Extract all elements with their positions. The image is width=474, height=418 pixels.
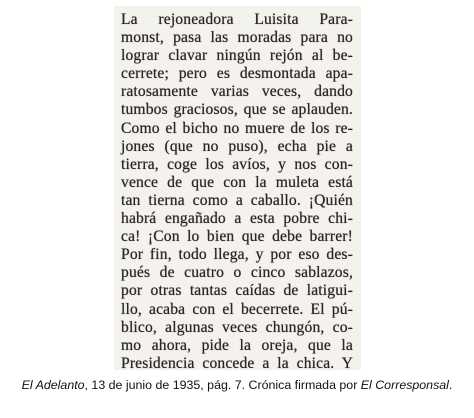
clipping-line: Por fin, todo llega, y por eso des- <box>121 246 353 264</box>
caption-source: El Adelanto <box>21 378 85 392</box>
clipping-line: La rejoneadora Luisita Para- <box>121 11 353 28</box>
clipping-line: lograr clavar ningún rejón al be- <box>121 47 353 65</box>
caption-details: , 13 de junio de 1935, pág. 7. Crónica firmada por <box>84 378 361 392</box>
clipping-line: tan tierna como a caballo. ¡Quién <box>121 191 353 209</box>
clipping-line: jones (que no puso), echa pie a <box>121 137 353 155</box>
clipping-line: ca! ¡Con lo bien que debe barrer! <box>121 228 353 246</box>
clipping-line: cerrete; pero es desmontada apa- <box>121 65 353 83</box>
clipping-line: llo, acaba con el becerrete. El pú- <box>121 300 353 318</box>
clipping-line: mo ahora, pide la oreja, que la <box>121 336 353 354</box>
clipping-line: tierra, coge los avíos, y nos con- <box>121 155 353 173</box>
clipping-line: Como el bicho no muere de los re- <box>121 119 353 137</box>
newspaper-clipping <box>114 6 361 370</box>
clipping-line: ratosamente varias veces, dando <box>121 83 353 101</box>
clipping-line: Presidencia concede a la chica. Y <box>121 354 353 370</box>
clipping-line: habrá engañado a esta pobre chi- <box>121 210 353 228</box>
clipping-text <box>114 6 361 370</box>
clipping-line: pués de cuatro o cinco sablazos, <box>121 264 353 282</box>
caption <box>0 378 474 392</box>
clipping-line: por otras tantas caídas de latigui- <box>121 282 353 300</box>
caption-end: . <box>448 378 453 392</box>
clipping-line: tumbos graciosos, que se aplauden. <box>121 101 353 119</box>
clipping-line: monst, pasa las moradas para no <box>121 29 353 47</box>
clipping-line: blico, algunas veces chungón, co- <box>121 318 353 336</box>
clipping-line: vence de que con la muleta está <box>121 173 353 191</box>
caption-author: El Corresponsal <box>360 378 449 392</box>
